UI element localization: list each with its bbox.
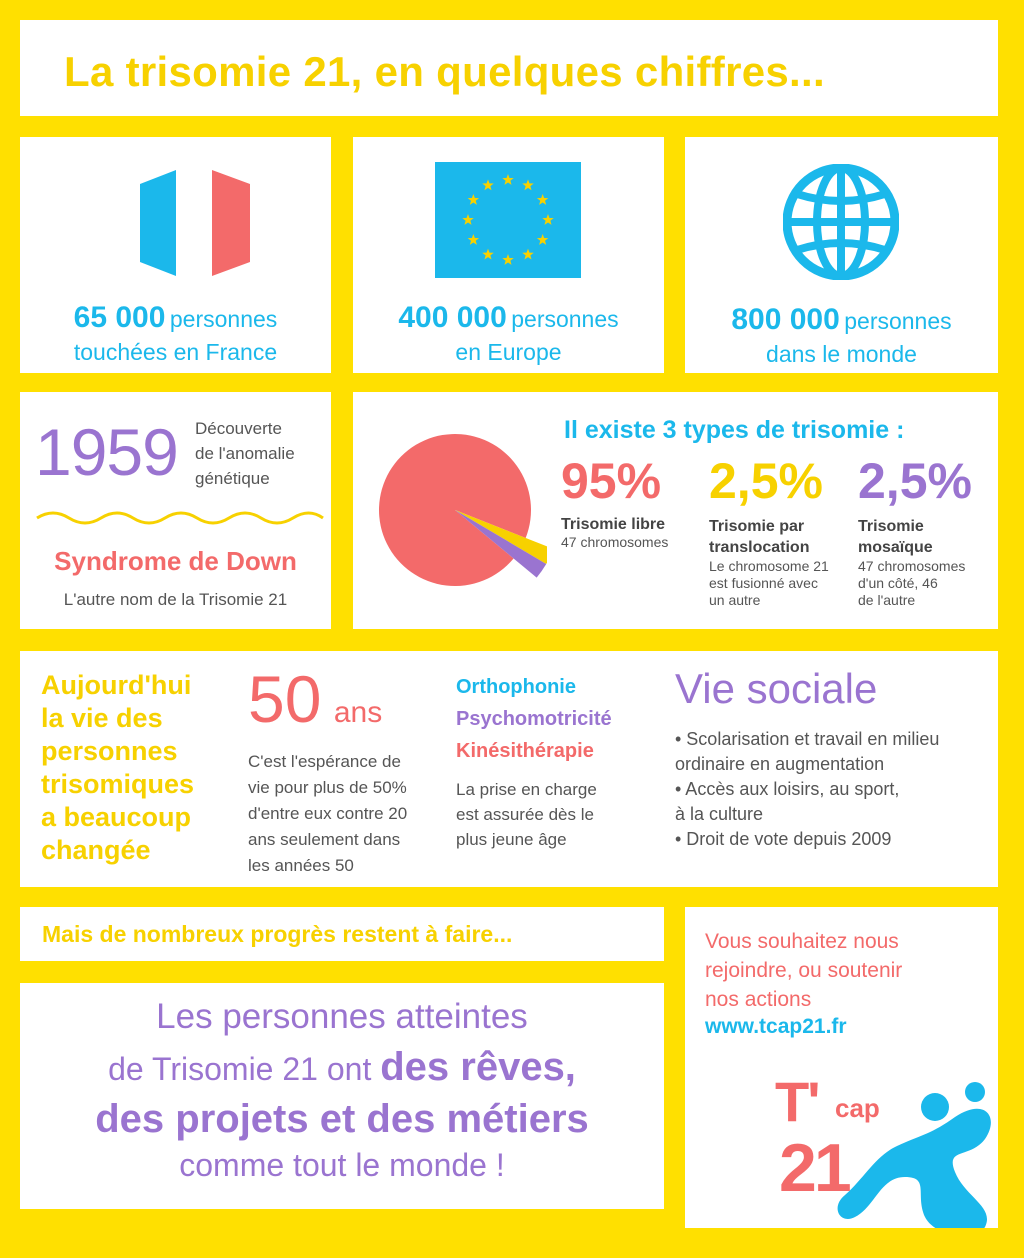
therapies-list (456, 671, 612, 767)
logo-cap: cap (835, 1093, 880, 1123)
type-item-free (561, 452, 701, 551)
logo-t: T' (775, 1070, 819, 1133)
age-unit: ans (333, 696, 383, 729)
title-banner (20, 20, 998, 116)
logo-21: 21 (779, 1130, 849, 1206)
therapy-item: Psychomotricité (456, 708, 612, 730)
trisomy-types-card (353, 392, 998, 629)
therapy-item: Orthophonie (456, 676, 576, 698)
stat-unit: personnes (169, 306, 278, 332)
type-desc: 47 chromosomes (561, 534, 669, 550)
social-item: ordinaire en augmentation (675, 754, 885, 774)
age-number: 50 (248, 662, 322, 736)
type-desc: 47 chromosomes d'un côté, 46 de l'autre (858, 558, 966, 608)
dreams-line-4: comme tout le monde ! (179, 1147, 505, 1183)
stat-card-france (20, 137, 331, 373)
stat-card-europe (353, 137, 664, 373)
globe-icon (783, 164, 899, 280)
syndrome-title: Syndrome de Down (54, 546, 297, 576)
types-heading: Il existe 3 types de trisomie : (564, 416, 905, 444)
type-percent: 95% (561, 453, 662, 509)
stat-unit: personnes (511, 306, 619, 332)
wavy-divider (35, 508, 325, 528)
type-name: Trisomie par translocation (709, 518, 810, 556)
type-name: Trisomie libre (561, 516, 666, 533)
dreams-line-3: des projets et des métiers (95, 1097, 589, 1141)
progress-title: Mais de nombreux progrès restent à faire... (42, 921, 513, 947)
tcap21-logo (775, 1067, 995, 1227)
type-item-translocation (709, 452, 854, 609)
history-card (20, 392, 331, 629)
social-item: • Accès aux loisirs, au sport, (675, 779, 900, 799)
therapy-item: Kinésithérapie (456, 740, 594, 762)
type-desc: Le chromosome 21 est fusionné avec un autre (709, 558, 829, 608)
stat-caption: dans le monde (766, 341, 917, 367)
social-item: à la culture (675, 804, 764, 824)
type-percent: 2,5% (709, 453, 823, 509)
france-flag-icon (140, 170, 250, 276)
stat-number: 800 000 (731, 303, 840, 336)
page-title: La trisomie 21, en quelques chiffres... (64, 48, 825, 95)
dreams-card (20, 983, 664, 1209)
types-pie-chart (377, 432, 547, 602)
today-card (20, 651, 998, 887)
stat-number: 400 000 (398, 301, 507, 334)
care-text: La prise en charge est assurée dès le plus jeune âge (456, 780, 597, 849)
social-item: • Droit de vote depuis 2009 (675, 829, 892, 849)
life-expectancy (248, 661, 382, 737)
progress-banner (20, 907, 664, 961)
type-percent: 2,5% (858, 453, 972, 509)
social-title: Vie sociale (675, 665, 878, 712)
age-desc: C'est l'espérance de vie pour plus de 50% d'entre eux contre 20 ans seulement dans les années 50 (248, 752, 408, 875)
stat-caption: en Europe (455, 339, 562, 365)
stat-caption: touchées en France (73, 339, 278, 365)
discovery-year: 1959 (35, 415, 178, 489)
dreams-line-2: de Trisomie 21 ont des rêves, (108, 1045, 576, 1089)
website-link[interactable]: www.tcap21.fr (705, 1015, 847, 1038)
syndrome-desc: L'autre nom de la Trisomie 21 (63, 590, 288, 609)
dreams-line-1: Les personnes atteintes (156, 997, 528, 1036)
join-text: Vous souhaitez nous rejoindre, ou soutenir nos actions (705, 930, 903, 1011)
social-list (675, 727, 939, 852)
today-headline: Aujourd'hui la vie des personnes trisomiques a beaucoup changée (41, 670, 195, 865)
type-name: Trisomie mosaïque (858, 518, 933, 556)
join-card (685, 907, 998, 1228)
stat-number: 65 000 (73, 301, 166, 334)
pie-slice-1 (379, 434, 531, 586)
social-item: • Scolarisation et travail en milieu (675, 729, 940, 749)
eu-flag-icon (435, 162, 581, 278)
stat-card-world (685, 137, 998, 373)
stat-unit: personnes (844, 308, 952, 334)
discovery-text: Découverte de l'anomalie génétique (195, 419, 295, 488)
type-item-mosaic (858, 452, 998, 609)
